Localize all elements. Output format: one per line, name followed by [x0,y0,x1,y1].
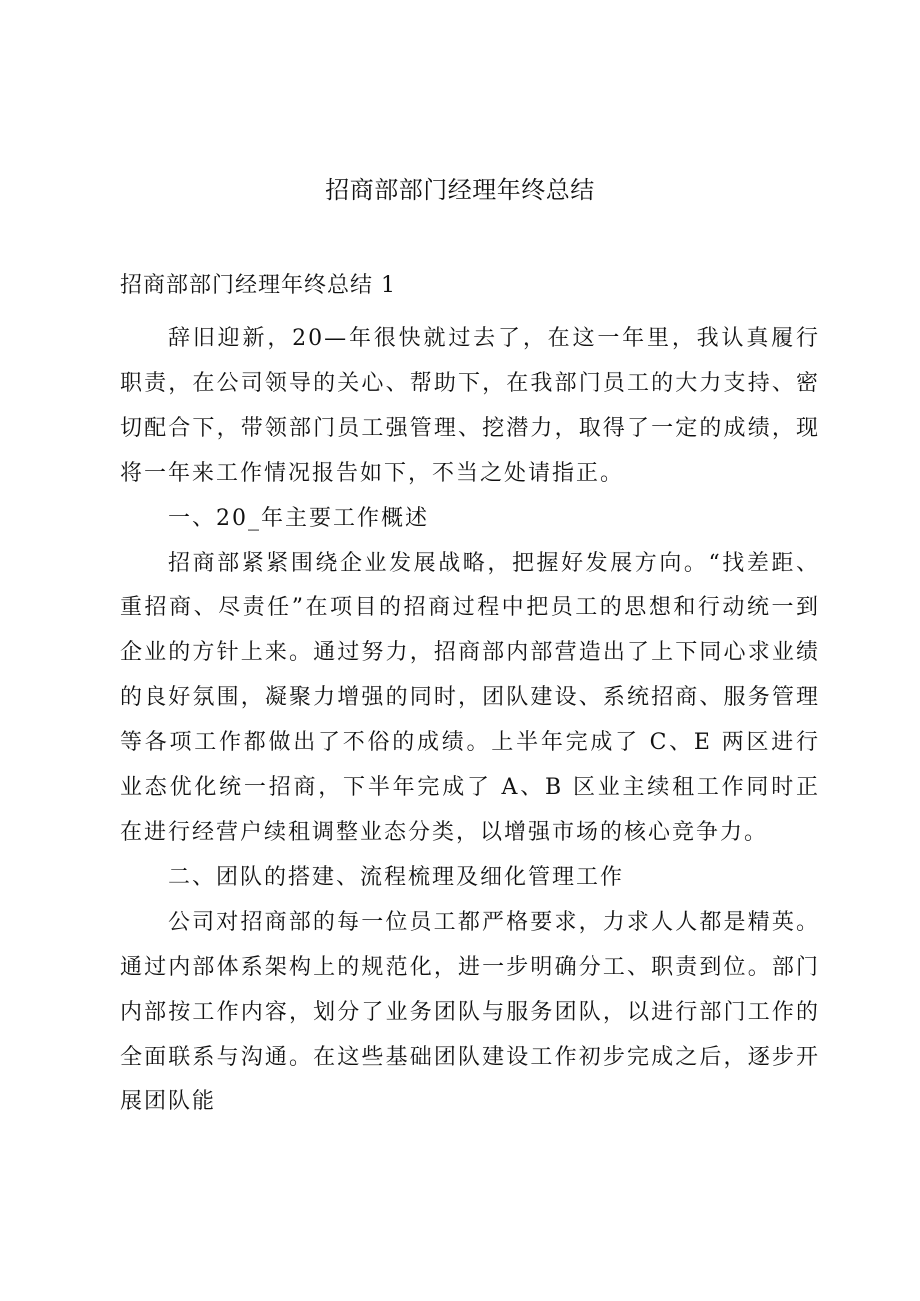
section-heading: 招商部部门经理年终总结 1 [120,273,396,298]
document-body [120,317,820,1125]
document-title: 招商部部门经理年终总结 [325,176,595,204]
section-one-heading: 一、20_年主要工作概述 [168,505,429,531]
section-two-heading: 二、团队的搭建、流程梳理及细化管理工作 [168,864,625,890]
section-one-paragraph: 招商部紧紧围绕企业发展战略，把握好发展方向。“找差距、重招商、尽责任”在项目的招商过程中把员工的思想和行动统一到企业的方针上来。通过努力，招商部内部营造出了上下同心求业绩的良好氛围，凝聚力增强的同时，团队建设、系统招商、服务管理等各项工作都做出了不俗的成绩。上半年完成了 C、E 两区进行业态优化统一招商，下半年完成了 A、B 区业主续租工作同时正在进行经营户续租调整业态分类，以增强市场的核心竞争力。 [120,550,820,845]
section-two-paragraph: 公司对招商部的每一位员工都严格要求，力求人人都是精英。通过内部体系架构上的规范化，进一步明确分工、职责到位。部门内部按工作内容，划分了业务团队与服务团队，以进行部门工作的全面联系与沟通。在这些基础团队建设工作初步完成之后，逐步开展团队能 [120,909,820,1115]
intro-paragraph: 辞旧迎新，20—年很快就过去了，在这一年里，我认真履行职责，在公司领导的关心、帮助下，在我部门员工的大力支持、密切配合下，带领部门员工强管理、挖潜力，取得了一定的成绩，现将一年来工作情况报告如下，不当之处请指正。 [120,326,820,486]
